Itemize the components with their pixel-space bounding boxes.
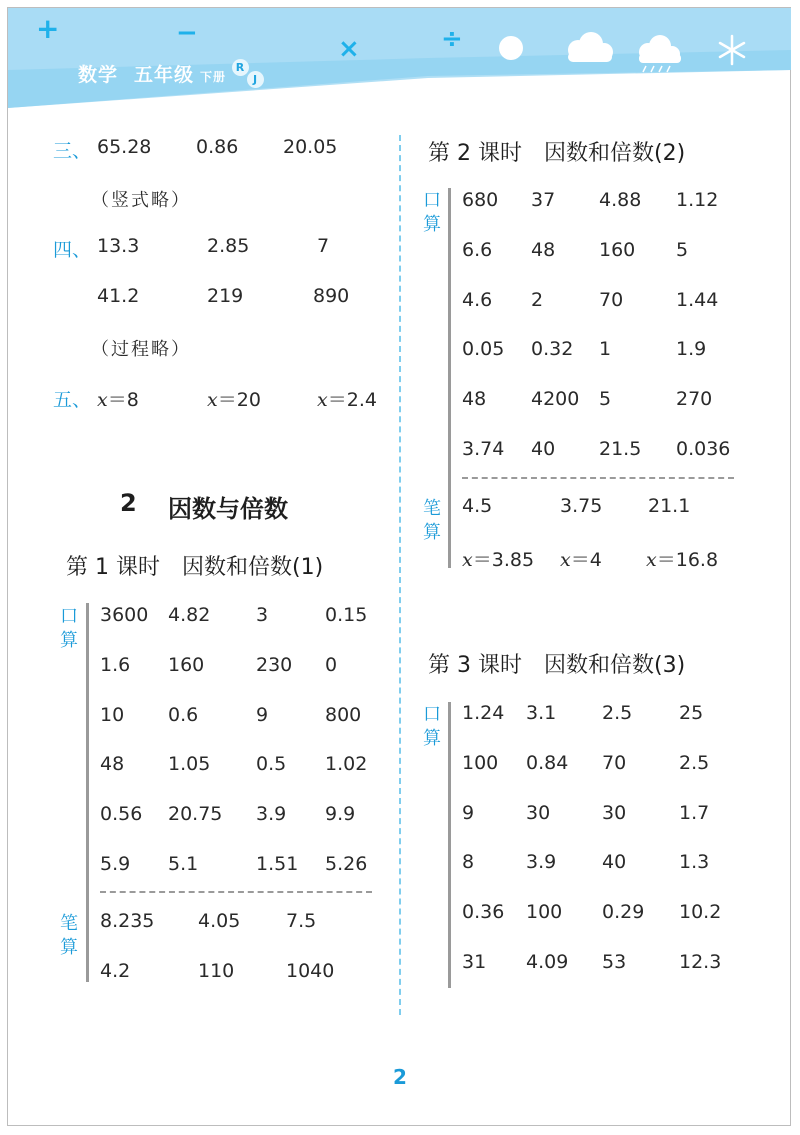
answer-value: 0.32 [531,338,574,361]
answer-value: 30 [526,801,551,824]
answer-value: 65.28 [97,136,152,158]
answer-value: 3.9 [526,851,557,874]
answer-value: 890 [313,285,350,307]
lesson-title: 第 1 课时 因数和倍数(1) [66,555,324,580]
answer-value: 2.5 [679,751,710,774]
answer-value: 1.44 [676,288,719,311]
answer-value: 1.24 [462,702,505,724]
answer-value: 3.1 [526,702,557,724]
answer-value: 13.3 [97,235,140,257]
answer-value: 1.12 [676,189,719,211]
chapter-title: 因数与倍数 [168,495,288,523]
kousuan-label: 口 算 [423,704,441,749]
minus-symbol: − [176,18,198,48]
answer-value: 30 [602,801,627,824]
equation: x＝20 [207,389,261,411]
header-volume: 下册 [200,70,227,84]
note-text: （竖式略） [91,190,191,211]
column-divider [399,135,401,1015]
answer-value: 21.5 [599,438,642,460]
answer-value: 9 [462,801,475,824]
bracket-line [448,702,451,988]
answer-value: 2 [531,288,544,311]
note-text: （过程略） [91,339,191,360]
answer-value: 0.05 [462,338,505,361]
answer-value: 3 [256,604,269,626]
lesson-title: 第 3 课时 因数和倍数(3) [428,653,686,678]
answer-value: 100 [526,901,563,924]
answer-value: 4.09 [526,951,569,973]
answer-value: 48 [462,388,487,411]
answer-value: 2.5 [602,702,633,724]
answer-value: 12.3 [679,951,722,973]
answer-value: 4.05 [198,910,241,932]
divide-symbol: ÷ [441,24,463,54]
badge-j: J [247,71,264,88]
plus-symbol: + [36,12,60,45]
answer-value: 48 [100,753,125,776]
answer-value: 10.2 [679,901,722,924]
header-grade: 五年级 [134,64,195,86]
answer-value: 4.82 [168,604,211,626]
answer-value: 4200 [531,388,580,411]
answer-value: 70 [599,288,624,311]
answer-value: 8.235 [100,910,155,932]
answer-value: 1 [599,338,612,361]
answer-value: 10 [100,703,125,726]
answer-value: 1.7 [679,801,710,824]
sun-icon [499,36,523,60]
kousuan-label: 口 算 [60,606,78,651]
times-symbol: × [338,34,360,64]
section-separator [462,477,734,479]
answer-value: 2.85 [207,235,250,257]
header-title [78,60,264,87]
answer-value: 70 [602,751,627,774]
answer-value: 7 [317,235,330,257]
header-background [8,8,791,108]
answer-value: 0.84 [526,751,569,774]
bracket-line [86,603,89,982]
bisuan-label: 笔 算 [60,913,78,958]
answer-value: 31 [462,951,487,973]
answer-value: 1.51 [256,853,299,875]
answer-value: 3.75 [560,495,603,517]
answer-value: 0.6 [168,703,199,726]
answer-value: 219 [207,285,244,307]
equation: x＝2.4 [317,389,377,411]
answer-value: 1040 [286,959,335,982]
answer-value: 0.56 [100,803,143,826]
answer-value: 37 [531,189,556,211]
kousuan-label: 口 算 [423,190,441,235]
answer-value: 270 [676,388,713,411]
equation: x＝4 [560,549,602,571]
lesson-title: 第 2 课时 因数和倍数(2) [428,141,686,166]
section-label-si: 四、 [53,239,92,261]
section-label-san: 三、 [53,140,92,162]
equation: x＝16.8 [646,549,719,571]
equation: x＝3.85 [462,549,535,571]
answer-value: 0 [325,653,338,676]
page-number: 2 [393,1065,407,1089]
answer-value: 1.6 [100,653,131,676]
badge-r: R [232,59,249,76]
answer-value: 9.9 [325,803,356,826]
answer-value: 4.5 [462,495,493,517]
answer-value: 5.9 [100,853,131,875]
answer-value: 1.9 [676,338,707,361]
answer-value: 25 [679,702,704,724]
answer-value: 0.36 [462,901,505,924]
answer-value: 9 [256,703,269,726]
answer-value: 4.2 [100,959,131,982]
equation: x＝8 [97,389,139,411]
section-separator [100,891,372,893]
answer-value: 1.02 [325,753,368,776]
answer-value: 230 [256,653,293,676]
answer-value: 0.5 [256,753,287,776]
answer-value: 6.6 [462,238,493,261]
answer-value: 5.1 [168,853,199,875]
answer-value: 7.5 [286,910,317,932]
answer-value: 8 [462,851,475,874]
answer-value: 4.6 [462,288,493,311]
answer-value: 20.75 [168,803,223,826]
answer-value: 5 [676,238,689,261]
answer-value: 40 [602,851,627,874]
answer-value: 48 [531,238,556,261]
answer-value: 3.9 [256,803,287,826]
header-subject: 数学 [78,64,119,86]
answer-value: 5 [599,388,612,411]
bisuan-label: 笔 算 [423,498,441,543]
answer-value: 0.29 [602,901,645,924]
answer-value: 0.86 [196,136,239,158]
answer-value: 4.88 [599,189,642,211]
answer-value: 680 [462,189,499,211]
answer-value: 800 [325,703,362,726]
answer-value: 41.2 [97,285,140,307]
section-label-wu: 五、 [53,389,92,411]
answer-value: 160 [168,653,205,676]
answer-value: 3.74 [462,438,505,460]
bracket-line [448,188,451,568]
answer-value: 53 [602,951,627,973]
answer-value: 100 [462,751,499,774]
answer-value: 5.26 [325,853,368,875]
answer-value: 20.05 [283,136,338,158]
answer-value: 40 [531,438,556,460]
answer-value: 1.3 [679,851,710,874]
answer-value: 1.05 [168,753,211,776]
answer-value: 0.036 [676,438,731,460]
answer-value: 0.15 [325,604,368,626]
answer-value: 21.1 [648,495,691,517]
answer-value: 3600 [100,604,149,626]
answer-value: 110 [198,959,235,982]
answer-value: 160 [599,238,636,261]
chapter-number: 2 [120,489,137,517]
page-header [8,8,791,108]
